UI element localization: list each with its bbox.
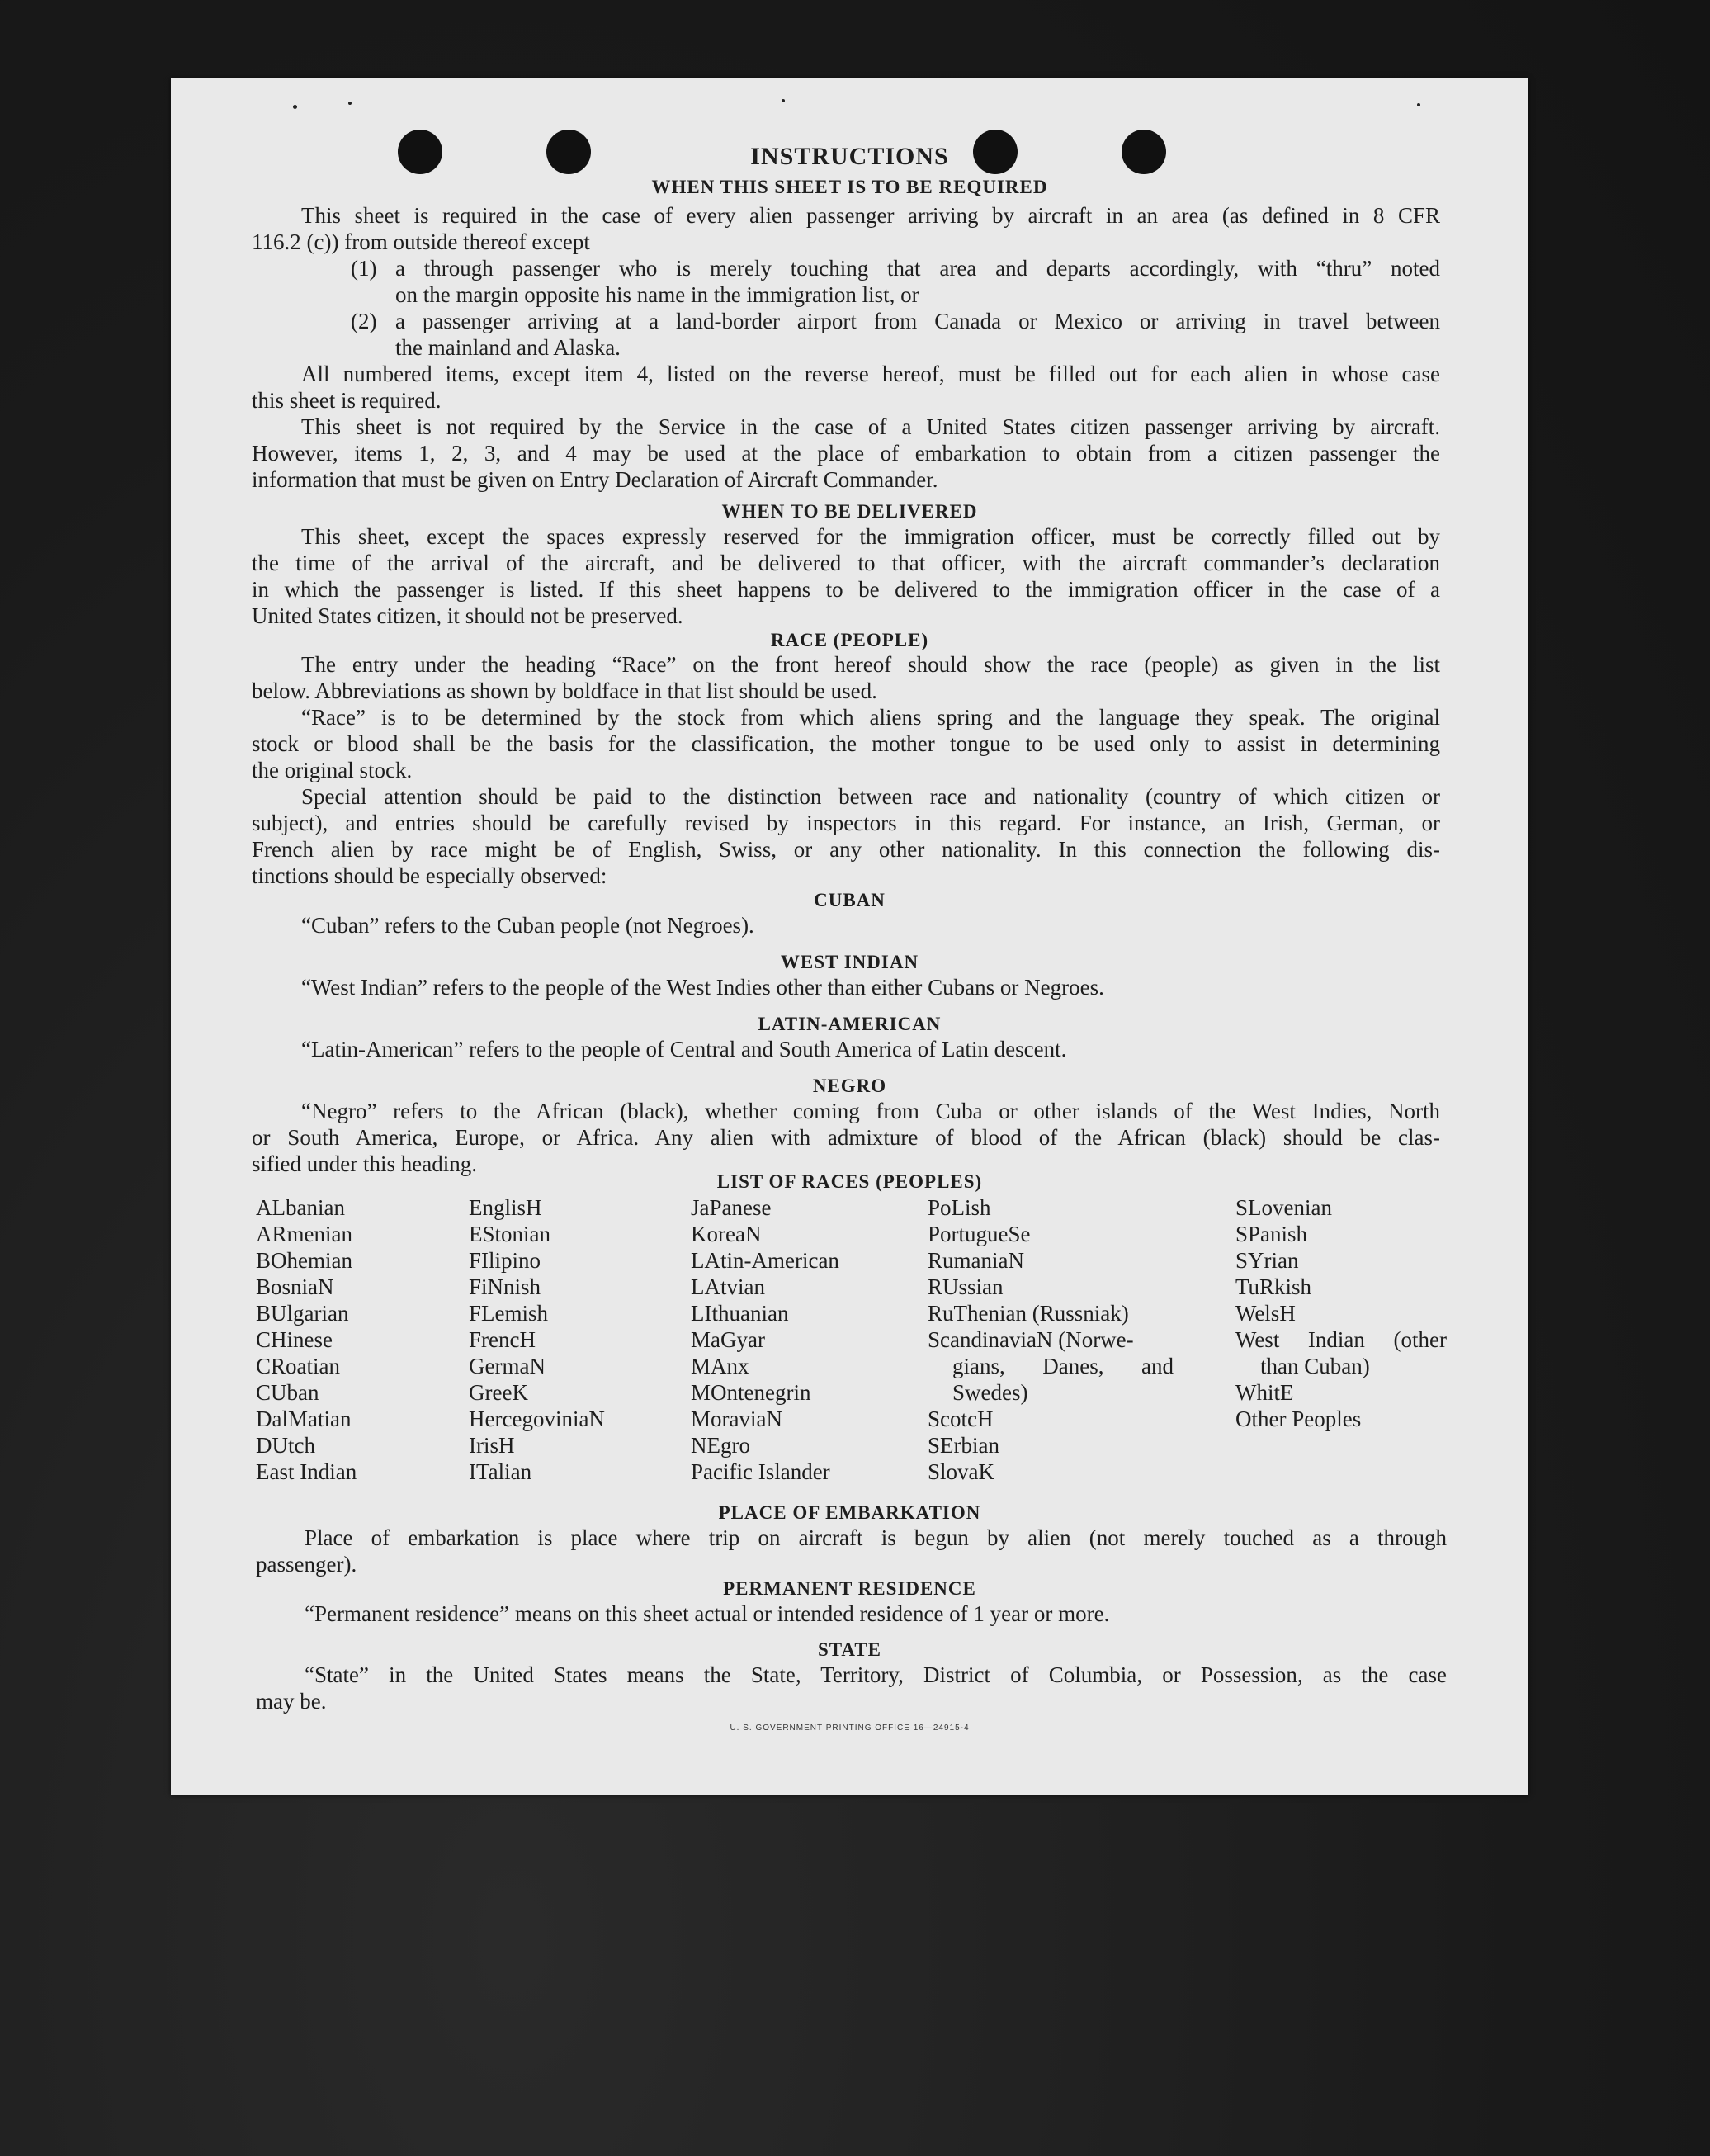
latin-american-text: “Latin-American” refers to the people of Central and South America of Latin descent. [301,1037,1067,1061]
speck [782,99,785,102]
race-entry: RumaniaN [928,1248,1024,1273]
race-entry: EnglisH [469,1195,542,1220]
race-entry: ARmenian [256,1222,352,1246]
race-p1-line-2: below. Abbreviations as shown by boldface in that list should be used. [252,678,877,703]
race-entry: CRoatian [256,1354,340,1378]
heading-place-of-embarkation: PLACE OF EMBARKATION [718,1502,981,1523]
race-p3-line-3: French alien by race might be of English, Swiss, or any other nationality. In this connection the following dis- [252,837,1440,862]
race-entry: RuThenian (Russniak) [928,1301,1129,1326]
race-entry: ALbanian [256,1195,345,1220]
race-entry: SYrian [1235,1248,1299,1273]
heading-west-indian: WEST INDIAN [780,952,919,972]
race-entry: TuRkish [1235,1274,1312,1299]
race-p2-line-3: the original stock. [252,758,413,782]
race-entry: FLemish [469,1301,549,1326]
item-1-line-2: on the margin opposite his name in the immigration list, or [395,282,919,307]
race-entry: FiNnish [469,1274,541,1299]
race-entry: DUtch [256,1433,315,1458]
delivered-line-3: in which the passenger is listed. If this sheet happens to be delivered to the immigration officer in the case of a [252,577,1440,602]
state-line-1: “State” in the United States means the State, Territory, District of Columbia, or Possession, as the case [305,1662,1447,1687]
race-entry: CHinese [256,1327,333,1352]
race-entry: Other Peoples [1235,1407,1362,1431]
race-entry: HercegoviniaN [469,1407,605,1431]
heading-cuban: CUBAN [814,890,886,910]
race-entry: JaPanese [691,1195,772,1220]
speck [293,105,297,109]
race-entry: WelsH [1235,1301,1296,1326]
item-2-number: (2) [351,309,377,333]
race-entry: Swedes) [952,1380,1028,1405]
speck [1417,103,1420,106]
negro-line-1: “Negro” refers to the African (black), whether coming from Cuba or other islands of the West Indies, North [301,1099,1440,1123]
race-entry: BosniaN [256,1274,334,1299]
negro-line-3: sified under this heading. [252,1151,477,1176]
race-entry: FrencH [469,1327,536,1352]
race-entry: MAnx [691,1354,749,1378]
embarkation-line-1: Place of embarkation is place where trip on aircraft is begun by alien (not merely touched as a through [305,1525,1447,1550]
race-entry: SPanish [1235,1222,1308,1246]
speck [348,102,352,105]
required-p2-line-2: this sheet is required. [252,388,442,413]
state-line-2: may be. [256,1689,327,1714]
race-entry: PoLish [928,1195,991,1220]
delivered-line-2: the time of the arrival of the aircraft, and be delivered to that officer, with the aircraft commander’s declaration [252,551,1440,575]
race-entry: CUban [256,1380,319,1405]
delivered-line-4: United States citizen, it should not be preserved. [252,603,683,628]
race-entry: FIlipino [469,1248,541,1273]
race-entry: ScotcH [928,1407,994,1431]
item-1-line-1: a through passenger who is merely touching that area and departs accordingly, with “thru” noted [395,256,1440,281]
race-entry: PortugueSe [928,1222,1031,1246]
printing-office-footer: U. S. GOVERNMENT PRINTING OFFICE 16—24915-4 [730,1723,970,1733]
required-p3-line-2: However, items 1, 2, 3, and 4 may be used at the place of embarkation to obtain from a citizen passenger the [252,441,1440,466]
race-entry: MoraviaN [691,1407,782,1431]
required-line-1: This sheet is required in the case of every alien passenger arriving by aircraft in an area (as defined in 8 CFR [301,203,1440,228]
race-p2-line-2: stock or blood shall be the basis for the classification, the mother tongue to be used only to assist in determining [252,731,1440,756]
negro-line-2: or South America, Europe, or Africa. Any alien with admixture of blood of the African (black) should be clas- [252,1125,1440,1150]
race-entry: RUssian [928,1274,1004,1299]
race-entry: West Indian (other [1235,1327,1447,1352]
race-entry: Pacific Islander [691,1459,830,1484]
delivered-line-1: This sheet, except the spaces expressly reserved for the immigration officer, must be correctly filled out by [301,524,1440,549]
race-entry: LAtin-American [691,1248,839,1273]
item-2-line-1: a passenger arriving at a land-border airport from Canada or Mexico or arriving in travel between [395,309,1440,333]
race-entry: gians, Danes, and [952,1354,1174,1378]
race-entry: MaGyar [691,1327,765,1352]
instruction-sheet [171,78,1528,1795]
race-entry: SlovaK [928,1459,994,1484]
race-entry: East Indian [256,1459,357,1484]
race-entry: BOhemian [256,1248,352,1273]
race-entry: SErbian [928,1433,999,1458]
race-entry: GreeK [469,1380,528,1405]
race-entry: NEgro [691,1433,750,1458]
race-entry: DalMatian [256,1407,352,1431]
required-line-2: 116.2 (c)) from outside thereof except [252,229,590,254]
race-entry: BUlgarian [256,1301,349,1326]
required-p3-line-3: information that must be given on Entry Declaration of Aircraft Commander. [252,467,938,492]
cuban-text: “Cuban” refers to the Cuban people (not Negroes). [301,913,754,938]
item-2-line-2: the mainland and Alaska. [395,335,621,360]
heading-when-delivered: WHEN TO BE DELIVERED [721,501,978,522]
race-entry: SLovenian [1235,1195,1332,1220]
race-entry: LIthuanian [691,1301,789,1326]
embarkation-line-2: passenger). [256,1552,357,1577]
race-entry: WhitE [1235,1380,1294,1405]
race-entry: LAtvian [691,1274,765,1299]
race-p3-line-4: tinctions should be especially observed: [252,863,607,888]
race-p3-line-1: Special attention should be paid to the distinction between race and nationality (country of which citizen or [301,784,1440,809]
race-entry: MOntenegrin [691,1380,811,1405]
race-p1-line-1: The entry under the heading “Race” on the front hereof should show the race (people) as given in the list [301,652,1440,677]
race-entry: IrisH [469,1433,515,1458]
heading-when-required: WHEN THIS SHEET IS TO BE REQUIRED [651,177,1048,197]
required-p3-line-1: This sheet is not required by the Service in the case of a United States citizen passenger arriving by aircraft. [301,414,1440,439]
heading-list-of-races: LIST OF RACES (PEOPLES) [716,1171,983,1192]
race-p2-line-1: “Race” is to be determined by the stock from which aliens spring and the language they speak. The original [301,705,1440,730]
heading-latin-american: LATIN-AMERICAN [758,1014,942,1034]
page-title: INSTRUCTIONS [750,143,949,170]
west-indian-text: “West Indian” refers to the people of the West Indies other than either Cubans or Negroes. [301,975,1104,1000]
item-1-number: (1) [351,256,377,281]
race-entry: ScandinaviaN (Norwe- [928,1327,1134,1352]
heading-race: RACE (PEOPLE) [770,630,929,650]
heading-permanent-residence: PERMANENT RESIDENCE [723,1578,976,1599]
race-p3-line-2: subject), and entries should be carefully revised by inspectors in this regard. For instance, an Irish, German, or [252,811,1440,835]
residence-text: “Permanent residence” means on this sheet actual or intended residence of 1 year or more. [305,1601,1110,1626]
race-entry: EStonian [469,1222,550,1246]
race-entry: than Cuban) [1260,1354,1370,1378]
race-entry: ITalian [469,1459,532,1484]
race-entry: GermaN [469,1354,546,1378]
required-p2-line-1: All numbered items, except item 4, listed on the reverse hereof, must be filled out for each alien in whose case [301,362,1440,386]
heading-state: STATE [817,1639,881,1660]
heading-negro: NEGRO [812,1076,887,1096]
race-entry: KoreaN [691,1222,762,1246]
